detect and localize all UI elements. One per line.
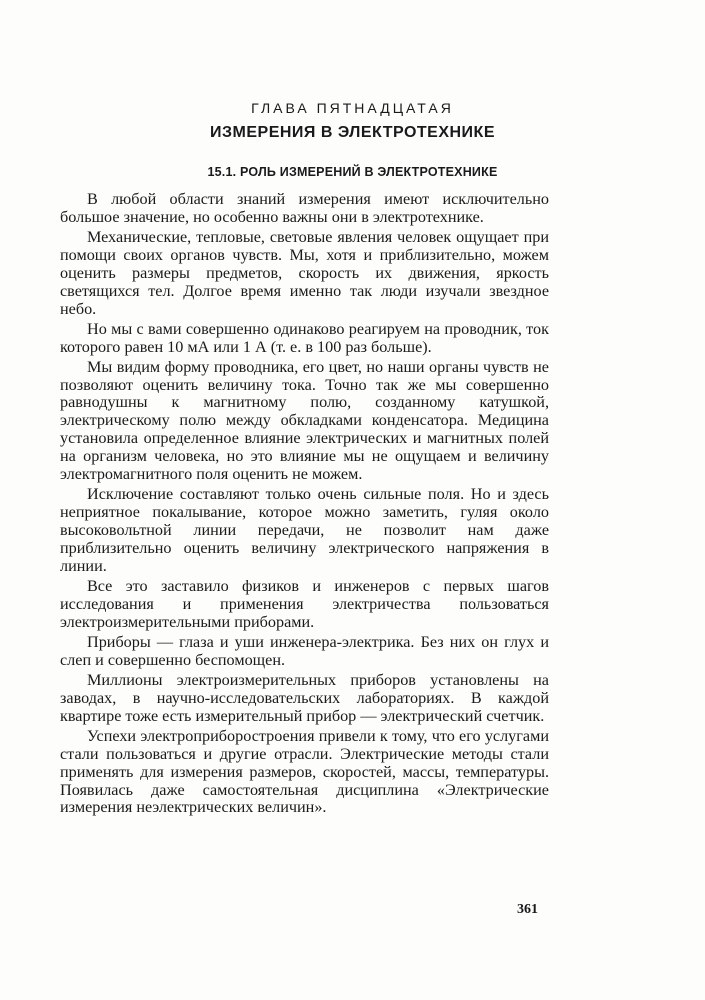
paragraph: Успехи электроприборостроения привели к тому, что его услугами стали пользоваться и другие отрасли. Электрические методы стали применять для измерения размеров, скоростей, массы, температуры. Появилась даже самостоятельная дисциплина «Электрические измерения неэлектрических величин». <box>60 726 549 817</box>
section-heading: 15.1. РОЛЬ ИЗМЕРЕНИЙ В ЭЛЕКТРОТЕХНИКЕ <box>207 165 498 179</box>
paragraph: Мы видим форму проводника, его цвет, но наши органы чувств не позволяют оценить величину тока. Точно так же мы совершенно равнодушны к магнитному полю, созданному катушкой, электрическому полю между обкладками конденсатора. Медицина установила определенное влияние электрических и магнитных полей на организм человека, но это влияние мы не ощущаем и величину электромагнитного поля оценить не можем. <box>60 357 549 484</box>
paragraph: Механические, тепловые, световые явления человек ощущает при помощи своих органов чувств. Мы, хотя и приблизительно, можем оценить размеры предметов, скорость их движения, яркость светящихся тел. Долгое время именно так люди изучали звездное небо. <box>60 227 549 318</box>
paragraph: Все это заставило физиков и инженеров с первых шагов исследования и применения электричества пользоваться электроизмерительными приборами. <box>60 577 549 631</box>
chapter-label: ГЛАВА ПЯТНАДЦАТАЯ <box>251 100 454 116</box>
chapter-title: ИЗМЕРЕНИЯ В ЭЛЕКТРОТЕХНИКЕ <box>210 124 495 141</box>
paragraph: Но мы с вами совершенно одинаково реагируем на проводник, ток которого равен 10 мА или 1 А (т. е. в 100 раз больше). <box>60 319 549 356</box>
paragraph: Приборы — глаза и уши инженера-электрика. Без них он глух и слеп и совершенно беспомощен. <box>60 632 549 669</box>
paragraph: В любой области знаний измерения имеют исключительно большое значение, но особенно важны они в электротехнике. <box>60 190 549 226</box>
page-number: 361 <box>517 902 538 917</box>
body-text <box>60 191 549 819</box>
paragraph: Исключение составляют только очень сильные поля. Но и здесь неприятное покалывание, которое можно заметить, гуляя около высоковольтной линии передачи, не позволит нам даже приблизительно оценить величину электрического напряжения в линии. <box>60 485 549 576</box>
paragraph: Миллионы электроизмерительных приборов установлены на заводах, в научно-исследовательских лабораториях. В каждой квартире тоже есть измерительный прибор — электрический счетчик. <box>60 670 549 725</box>
